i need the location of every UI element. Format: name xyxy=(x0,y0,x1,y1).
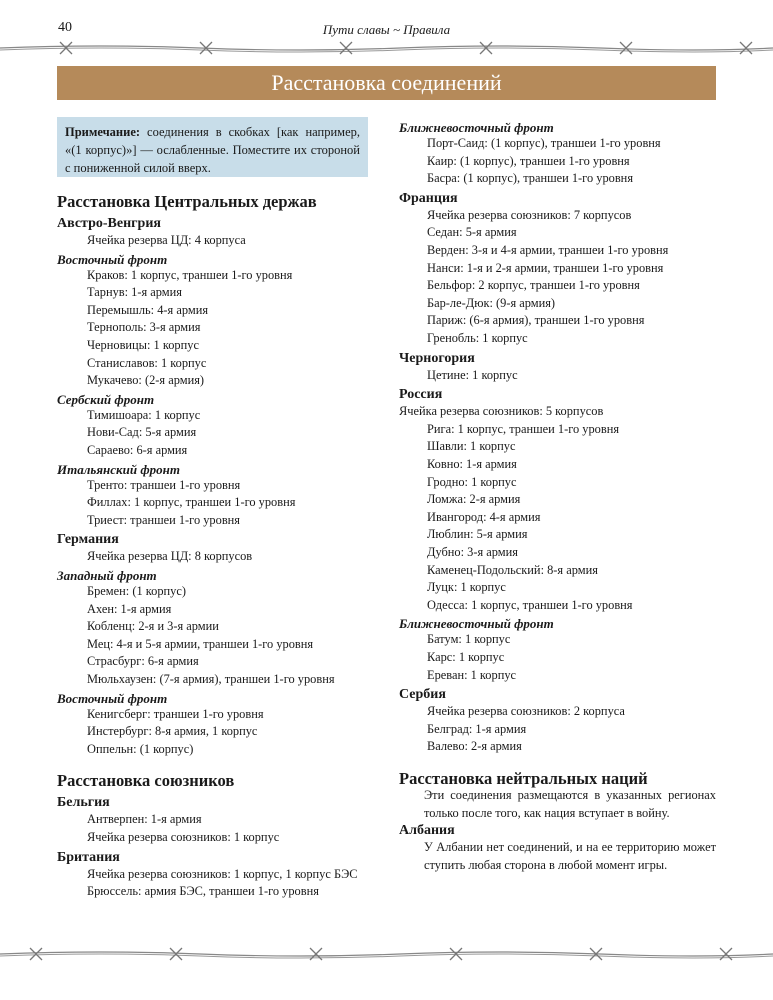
neutral-intro-text: Эти соединения размещаются в указанных регионах только после того, как нация вступает в войну. xyxy=(424,788,716,820)
setup-entry: Краков: 1 корпус, траншеи 1-го уровня xyxy=(87,267,293,282)
setup-entry: Тернополь: 3-я армия xyxy=(87,320,201,335)
section-heading: Расстановка Центральных держав xyxy=(57,192,317,211)
setup-entry: Басра: (1 корпус), траншеи 1-го уровня xyxy=(427,171,634,186)
setup-entry: Каир: (1 корпус), траншеи 1-го уровня xyxy=(427,153,630,168)
nation-heading: Россия xyxy=(399,387,443,403)
setup-entry: Кенигсберг: траншеи 1-го уровня xyxy=(87,706,264,721)
setup-entry: Седан: 5-я армия xyxy=(427,225,517,240)
setup-entry: Рига: 1 корпус, траншеи 1-го уровня xyxy=(427,421,620,436)
setup-entry: Ячейка резерва союзников: 2 корпуса xyxy=(427,704,625,719)
setup-entry: Ячейка резерва союзников: 5 корпусов xyxy=(399,404,604,419)
setup-entry: Ячейка резерва союзников: 1 корпус, 1 корпус БЭС xyxy=(87,866,358,881)
setup-entry: Кобленц: 2-я и 3-я армии xyxy=(87,619,219,634)
front-heading: Итальянский фронт xyxy=(57,461,180,477)
setup-entry: Мюльхаузен: (7-я армия), траншеи 1-го уровня xyxy=(87,672,335,686)
setup-entry: Ивангород: 4-я армия xyxy=(427,509,541,524)
setup-entry: Ячейка резерва ЦД: 8 корпусов xyxy=(87,549,253,564)
setup-entry: Мукачево: (2-я армия) xyxy=(87,373,205,388)
front-heading: Ближневосточный фронт xyxy=(399,120,554,135)
setup-entry: Батум: 1 корпус xyxy=(427,632,511,647)
setup-entry: Страсбург: 6-я армия xyxy=(87,654,199,669)
setup-entry: Тарнув: 1-я армия xyxy=(87,285,182,300)
front-heading: Восточный фронт xyxy=(57,690,168,706)
page-title-banner: Расстановка соединений xyxy=(57,66,716,100)
setup-entry: Тренто: траншеи 1-го уровня xyxy=(87,477,241,492)
setup-entry: Ахен: 1-я армия xyxy=(87,601,172,616)
albania-text: У Албании нет соединений, и на ее территорию может ступить любая сторона в любой момент игры. xyxy=(424,840,716,872)
setup-entry: Брюссель: армия БЭС, траншеи 1-го уровня xyxy=(87,884,319,899)
setup-entry: Ереван: 1 корпус xyxy=(427,667,517,682)
setup-entry: Гренобль: 1 корпус xyxy=(427,331,528,345)
setup-entry: Триест: траншеи 1-го уровня xyxy=(87,512,241,527)
note-label: Примечание: xyxy=(65,125,141,139)
setup-entry: Инстербург: 8-я армия, 1 корпус xyxy=(87,724,258,739)
nation-heading: Сербия xyxy=(399,687,446,703)
setup-entry: Мец: 4-я и 5-я армии, траншеи 1-го уровня xyxy=(87,636,314,651)
setup-entry: Одесса: 1 корпус, траншеи 1-го уровня xyxy=(427,597,633,612)
setup-entry: Париж: (6-я армия), траншеи 1-го уровня xyxy=(427,313,645,328)
setup-entry: Нанси: 1-я и 2-я армии, траншеи 1-го уровня xyxy=(427,260,664,275)
nation-heading: Австро-Венгрия xyxy=(57,216,161,231)
nation-heading: Франция xyxy=(399,190,458,206)
section-heading: Расстановка нейтральных наций xyxy=(399,769,648,788)
setup-entry: Нови-Сад: 5-я армия xyxy=(87,425,197,440)
setup-entry: Филлах: 1 корпус, траншеи 1-го уровня xyxy=(87,495,296,510)
setup-entry: Шавли: 1 корпус xyxy=(427,439,516,454)
setup-entry: Антверпен: 1-я армия xyxy=(87,812,202,827)
setup-entry: Порт-Саид: (1 корпус), траншеи 1-го уровня xyxy=(427,136,661,150)
setup-entry: Ячейка резерва союзников: 7 корпусов xyxy=(427,207,632,222)
setup-entry: Цетине: 1 корпус xyxy=(427,367,518,382)
setup-entry: Дубно: 3-я армия xyxy=(427,545,518,559)
front-heading: Восточный фронт xyxy=(57,251,168,267)
setup-entry: Бремен: (1 корпус) xyxy=(87,584,186,598)
setup-entry: Верден: 3-я и 4-я армии, траншеи 1-го уровня xyxy=(427,243,669,257)
barbed-wire-bottom xyxy=(0,944,773,964)
setup-entry: Гродно: 1 корпус xyxy=(427,474,517,489)
setup-entry: Станиславов: 1 корпус xyxy=(87,355,207,370)
setup-entry: Ячейка резерва союзников: 1 корпус xyxy=(87,830,280,844)
setup-entry: Бельфор: 2 корпус, траншеи 1-го уровня xyxy=(427,278,640,293)
nation-heading: Германия xyxy=(57,532,119,548)
nation-heading: Черногория xyxy=(399,350,475,366)
setup-entry: Сараево: 6-я армия xyxy=(87,443,188,457)
running-title: Пути славы ~ Правила xyxy=(322,22,451,37)
setup-entry: Черновицы: 1 корпус xyxy=(87,338,199,352)
note-box xyxy=(57,117,368,177)
nation-heading: Бельгия xyxy=(57,795,110,811)
setup-entry: Валево: 2-я армия xyxy=(427,739,522,754)
setup-entry: Оппельн: (1 корпус) xyxy=(87,741,194,756)
section-heading: Расстановка союзников xyxy=(57,771,235,791)
setup-entry: Тимишоара: 1 корпус xyxy=(87,407,201,422)
setup-entry: Ломжа: 2-я армия xyxy=(427,492,521,507)
nation-heading: Британия xyxy=(57,849,120,865)
note-text: соединения в скобках [как например, «(1 корпус)»] — ослабленные. Поместите их стороной с пониженной силой вверх. xyxy=(65,125,360,175)
setup-entry: Каменец-Подольский: 8-я армия xyxy=(427,562,598,577)
setup-entry: Бар-ле-Дюк: (9-я армия) xyxy=(427,295,556,310)
setup-entry: Ячейка резерва ЦД: 4 корпуса xyxy=(87,233,246,247)
page-number: 40 xyxy=(58,20,72,35)
setup-entry: Карс: 1 корпус xyxy=(427,650,505,664)
setup-entry: Белград: 1-я армия xyxy=(427,721,527,736)
albania-heading: Албания xyxy=(399,823,455,838)
barbed-wire-top xyxy=(0,38,773,58)
setup-entry: Перемышль: 4-я армия xyxy=(87,302,209,317)
setup-entry: Люблин: 5-я армия xyxy=(427,527,528,542)
front-heading: Ближневосточный фронт xyxy=(399,616,554,632)
setup-entry: Луцк: 1 корпус xyxy=(427,580,506,595)
setup-entry: Ковно: 1-я армия xyxy=(427,457,517,471)
front-heading: Сербский фронт xyxy=(57,391,155,407)
front-heading: Западный фронт xyxy=(57,568,157,583)
